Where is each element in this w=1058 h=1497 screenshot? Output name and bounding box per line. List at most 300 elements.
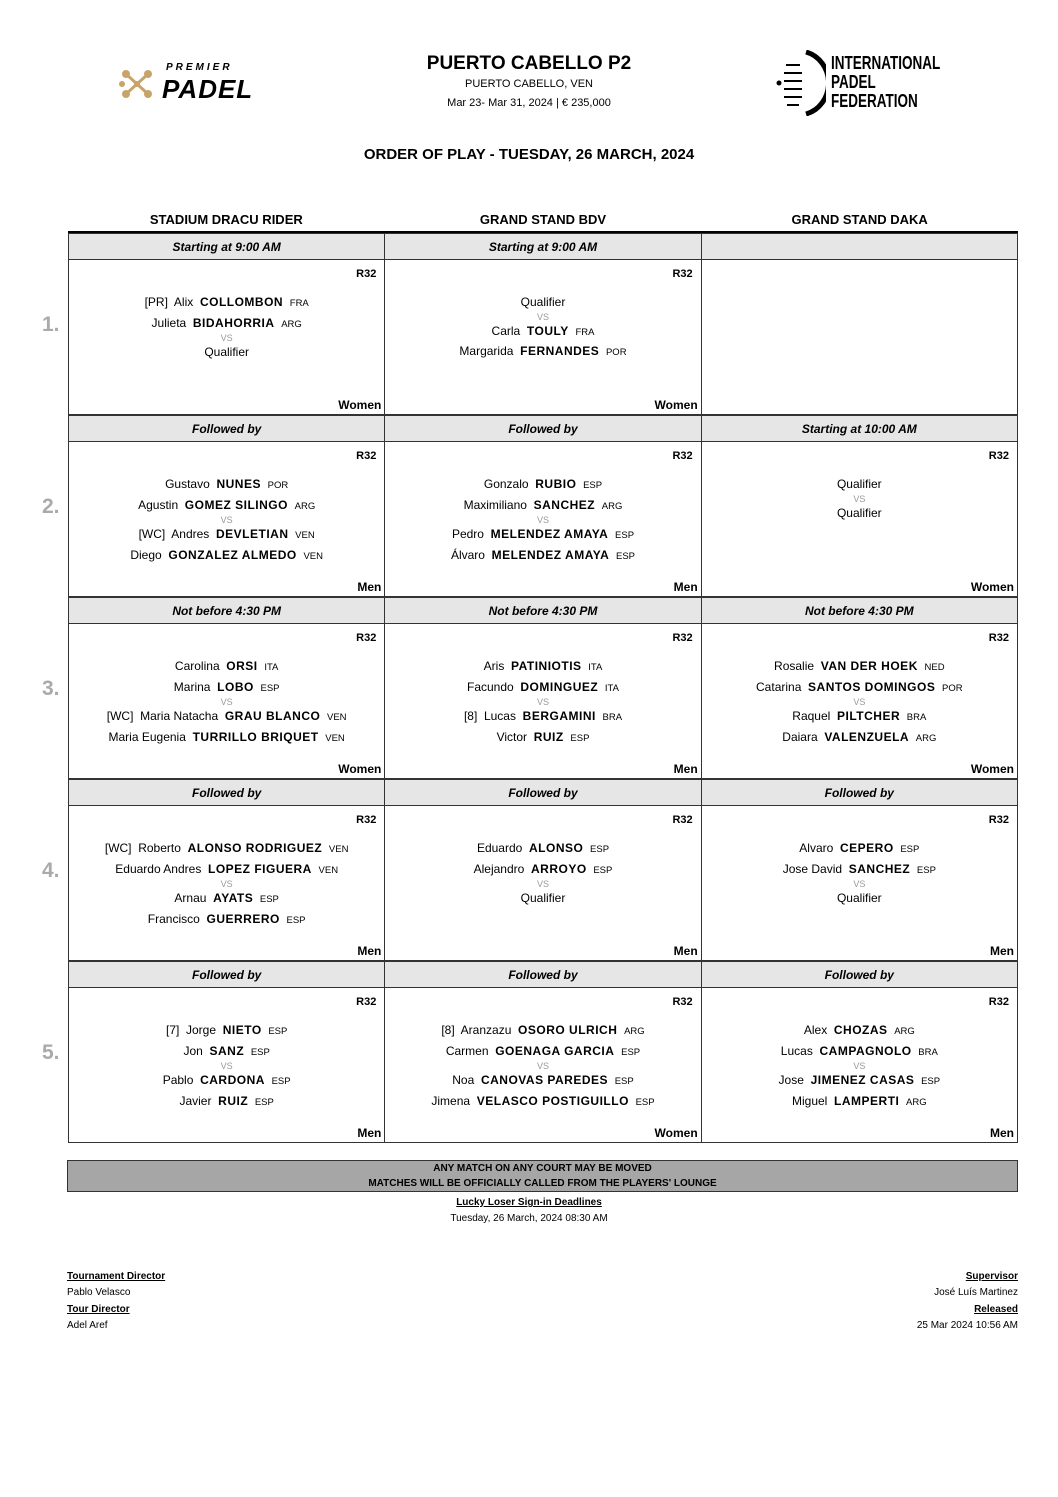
player-first-name: Qualifier: [836, 477, 882, 491]
player-first-name: Alex: [803, 1023, 828, 1037]
player-country: ESP: [621, 1046, 641, 1058]
player-first-name: Agustin: [138, 497, 179, 512]
player-line: [385, 657, 700, 678]
player-last-name: VALENZUELA: [824, 729, 910, 744]
slot-number: 1.: [42, 313, 60, 336]
player-country: FRA: [289, 298, 309, 309]
player-first-name: Rosalie: [774, 659, 815, 673]
player-first-name: Alejandro: [473, 861, 525, 876]
player-country: ARG: [906, 1096, 927, 1108]
player-line: [702, 678, 1017, 699]
player-line: [702, 475, 1017, 495]
player-last-name: ORSI: [226, 659, 258, 673]
match-category: Men: [673, 944, 698, 958]
match-round: R32: [988, 450, 1009, 462]
match-category: Men: [357, 944, 382, 958]
match-round: R32: [356, 268, 377, 280]
match-players: [69, 293, 384, 363]
player-first-name: Qualifier: [520, 295, 566, 309]
player-last-name: LOPEZ FIGUERA: [208, 861, 312, 876]
player-line: [69, 678, 384, 699]
player-country: FRA: [575, 326, 595, 338]
match-players: [385, 839, 700, 909]
court-name: GRAND STAND BDV: [479, 212, 607, 227]
player-line: [385, 889, 700, 909]
player-seed: [PR]: [144, 295, 168, 309]
match-category: Men: [357, 1126, 382, 1140]
player-last-name: OSORO ULRICH: [518, 1023, 618, 1037]
match-row: [68, 806, 1018, 961]
match-cell: [384, 442, 700, 597]
player-first-name: Eduardo: [476, 841, 523, 855]
match-players: [69, 839, 384, 930]
player-country: BRA: [602, 712, 623, 723]
player-country: ESP: [615, 530, 635, 541]
player-first-name: Victor: [496, 729, 528, 744]
versus-label: VS: [536, 311, 549, 322]
player-line: [702, 657, 1017, 678]
player-first-name: Pablo: [162, 1073, 194, 1087]
player-country: ESP: [921, 1076, 941, 1087]
start-time-label: Starting at 9:00 AM: [384, 233, 700, 260]
player-country: POR: [267, 480, 289, 491]
player-last-name: SANZ: [209, 1043, 245, 1058]
start-time-label: [701, 233, 1018, 260]
slot-header-row: [68, 233, 1018, 260]
player-country: POR: [942, 682, 963, 694]
versus-label: VS: [536, 1061, 549, 1071]
start-time-label: Followed by: [68, 779, 384, 806]
player-line: [69, 314, 384, 335]
player-last-name: RUIZ: [218, 1093, 249, 1108]
player-seed: [7]: [165, 1023, 180, 1037]
time-slot: [42, 779, 1018, 961]
lucky-loser-deadline: Tuesday, 26 March, 2024 08:30 AM: [450, 1213, 608, 1224]
player-line: [702, 504, 1017, 524]
player-country: ARG: [294, 500, 316, 512]
player-first-name: Andres: [171, 527, 210, 541]
match-round: R32: [672, 632, 693, 644]
player-last-name: SANCHEZ: [533, 497, 596, 512]
match-category: Men: [673, 762, 698, 776]
versus-label: VS: [853, 697, 866, 707]
player-line: [385, 728, 700, 749]
player-last-name: PILTCHER: [837, 709, 901, 723]
match-round: R32: [988, 996, 1009, 1008]
player-line: [702, 839, 1017, 860]
player-line: [702, 860, 1017, 881]
player-first-name: Julieta: [151, 315, 187, 330]
match-round: R32: [356, 814, 377, 826]
tournament-title: PUERTO CABELLO P2: [426, 53, 632, 74]
player-last-name: PATINIOTIS: [511, 659, 582, 673]
slot-number: 2.: [42, 495, 60, 518]
start-time-label: Not before 4:30 PM: [384, 597, 700, 624]
player-country: ESP: [616, 550, 636, 562]
player-first-name: Lucas: [483, 709, 516, 723]
player-country: ITA: [604, 682, 619, 694]
player-first-name: Qualifier: [520, 891, 566, 905]
player-country: ESP: [916, 864, 936, 876]
tournament-director-label: Tournament Director: [67, 1271, 166, 1282]
player-last-name: GUERRERO: [206, 911, 280, 926]
match-cell: [384, 988, 700, 1143]
match-cell: [68, 442, 384, 597]
start-time-label: Followed by: [68, 961, 384, 988]
match-round: R32: [672, 814, 693, 826]
player-line: [385, 496, 700, 517]
player-last-name: ALONSO RODRIGUEZ: [187, 841, 323, 855]
player-line: [385, 860, 700, 881]
ipf-logo-line: INTERNATIONAL: [831, 53, 941, 73]
player-last-name: BERGAMINI: [522, 709, 596, 723]
player-first-name: Raquel: [792, 709, 831, 723]
player-line: [702, 889, 1017, 909]
player-first-name: Jose: [778, 1073, 804, 1087]
player-line: [385, 1021, 700, 1042]
player-first-name: Daiara: [782, 729, 818, 744]
player-first-name: Maria Natacha: [140, 709, 219, 723]
player-line: [385, 322, 700, 343]
slot-header-row: [68, 597, 1018, 624]
match-round: R32: [356, 996, 377, 1008]
player-first-name: Miguel: [792, 1093, 828, 1108]
start-time-label: Followed by: [384, 415, 700, 442]
player-country: VEN: [318, 864, 339, 876]
start-time-label: Starting at 10:00 AM: [701, 415, 1018, 442]
player-last-name: SANTOS DOMINGOS: [808, 679, 936, 694]
player-last-name: VELASCO POSTIGUILLO: [476, 1093, 629, 1108]
player-seed: [8]: [441, 1023, 455, 1037]
player-first-name: Gonzalo: [483, 477, 529, 491]
player-last-name: COLLOMBON: [199, 295, 284, 309]
player-line: [69, 546, 384, 567]
versus-label: VS: [853, 879, 866, 889]
match-cell: [701, 624, 1018, 779]
ipf-logo-line: FEDERATION: [831, 91, 918, 111]
match-cell: [384, 260, 700, 415]
match-category: Women: [338, 398, 382, 412]
player-first-name: Maximiliano: [463, 497, 527, 512]
player-line: [69, 657, 384, 678]
player-last-name: GONZALEZ ALMEDO: [168, 547, 297, 562]
match-cell: [701, 988, 1018, 1143]
player-line: [702, 1092, 1017, 1113]
player-country: ESP: [570, 732, 590, 744]
player-last-name: DEVLETIAN: [215, 527, 289, 541]
player-first-name: Diego: [130, 547, 162, 562]
player-first-name: Aranzazu: [460, 1023, 512, 1037]
player-line: [69, 860, 384, 881]
player-first-name: Pedro: [451, 527, 484, 541]
player-line: [702, 1042, 1017, 1063]
player-line: [385, 707, 700, 728]
match-round: R32: [356, 450, 377, 462]
player-country: ESP: [900, 844, 920, 855]
player-line: [702, 707, 1017, 728]
match-row: [68, 988, 1018, 1143]
player-country: VEN: [327, 712, 347, 723]
player-first-name: Noa: [452, 1073, 475, 1087]
match-cell: [68, 806, 384, 961]
player-last-name: SANCHEZ: [848, 861, 911, 876]
player-country: ARG: [601, 500, 623, 512]
player-country: ESP: [590, 844, 610, 855]
match-category: Women: [654, 1126, 698, 1140]
player-first-name: Carolina: [174, 659, 220, 673]
player-country: BRA: [906, 712, 927, 723]
time-slot: [42, 597, 1018, 779]
player-line: [69, 1071, 384, 1092]
player-first-name: Alvaro: [799, 841, 834, 855]
player-line: [69, 343, 384, 363]
player-last-name: NIETO: [222, 1023, 262, 1037]
match-players: [385, 293, 700, 363]
start-time-label: Followed by: [701, 779, 1018, 806]
player-seed: [WC]: [138, 527, 166, 541]
versus-label: VS: [220, 515, 233, 525]
player-first-name: Jorge: [186, 1023, 217, 1037]
player-line: [385, 293, 700, 313]
tournament-dates-prize: Mar 23- Mar 31, 2024 | € 235,000: [447, 97, 611, 109]
slot-header-row: [68, 961, 1018, 988]
player-first-name: Gustavo: [165, 477, 210, 491]
slot-header-row: [68, 415, 1018, 442]
player-last-name: GRAU BLANCO: [224, 709, 321, 723]
player-line: [69, 889, 384, 910]
player-country: NED: [924, 662, 945, 673]
start-time-label: Starting at 9:00 AM: [68, 233, 384, 260]
versus-label: VS: [853, 1061, 866, 1071]
player-country: ESP: [260, 682, 280, 694]
player-line: [69, 496, 384, 517]
match-category: Men: [357, 580, 382, 594]
tournament-director-name: Pablo Velasco: [67, 1287, 131, 1298]
ipf-logo: [776, 50, 946, 116]
player-country: POR: [605, 347, 627, 358]
player-first-name: Roberto: [138, 841, 181, 855]
player-first-name: Qualifier: [836, 505, 882, 520]
slot-number: 5.: [42, 1041, 60, 1064]
slot-header-row: [68, 779, 1018, 806]
match-players: [702, 475, 1017, 523]
player-country: ESP: [614, 1076, 634, 1087]
player-last-name: FERNANDES: [520, 344, 600, 358]
player-last-name: MELENDEZ AMAYA: [490, 527, 609, 541]
player-first-name: Facundo: [467, 679, 514, 694]
start-time-label: Not before 4:30 PM: [701, 597, 1018, 624]
player-line: [69, 1042, 384, 1063]
match-players: [385, 475, 700, 566]
player-country: ESP: [635, 1096, 655, 1108]
player-first-name: Jon: [183, 1043, 203, 1058]
player-last-name: MELENDEZ AMAYA: [491, 547, 610, 562]
match-players: [69, 1021, 384, 1112]
player-last-name: VAN DER HOEK: [820, 659, 918, 673]
supervisor-name: José Luís Martinez: [934, 1287, 1018, 1298]
match-cell: [68, 260, 384, 415]
match-round: R32: [672, 450, 693, 462]
player-country: ARG: [915, 732, 937, 744]
player-first-name: Marina: [173, 679, 211, 694]
player-last-name: CHOZAS: [833, 1023, 888, 1037]
player-last-name: CAMPAGNOLO: [819, 1043, 912, 1058]
player-line: [385, 839, 700, 860]
player-line: [702, 1071, 1017, 1092]
player-country: ESP: [583, 480, 603, 491]
time-slot: [42, 415, 1018, 597]
match-row: [68, 624, 1018, 779]
released-label: Released: [974, 1304, 1018, 1315]
player-line: [69, 728, 384, 749]
player-line: [69, 475, 384, 496]
match-category: Women: [338, 762, 382, 776]
match-players: [385, 657, 700, 748]
start-time-label: Followed by: [384, 961, 700, 988]
player-line: [385, 546, 700, 567]
versus-label: VS: [220, 697, 233, 707]
player-country: VEN: [295, 530, 315, 541]
versus-label: VS: [853, 493, 866, 504]
player-line: [69, 293, 384, 314]
match-round: R32: [672, 268, 693, 280]
player-country: ITA: [264, 662, 279, 673]
player-first-name: Jimena: [431, 1093, 471, 1108]
player-last-name: GOENAGA GARCIA: [495, 1043, 615, 1058]
player-line: [385, 678, 700, 699]
player-last-name: TOULY: [526, 323, 569, 338]
supervisor-label: Supervisor: [965, 1271, 1018, 1282]
court-name: STADIUM DRACU RIDER: [149, 212, 303, 227]
player-line: [385, 342, 700, 363]
player-first-name: Jose David: [782, 861, 843, 876]
match-players: [702, 839, 1017, 909]
player-last-name: CARDONA: [200, 1073, 265, 1087]
player-line: [69, 1021, 384, 1042]
match-row: [68, 260, 1018, 415]
player-first-name: Maria Eugenia: [108, 729, 186, 744]
logo-small-text: PREMIER: [166, 62, 233, 73]
player-first-name: Álvaro: [450, 547, 485, 562]
player-country: VEN: [328, 844, 349, 855]
player-last-name: AYATS: [213, 891, 254, 905]
match-cell: [68, 988, 384, 1143]
start-time-label: Not before 4:30 PM: [68, 597, 384, 624]
player-first-name: Alix: [173, 295, 194, 309]
time-slot: [42, 233, 1018, 415]
player-line: [385, 1071, 700, 1092]
match-category: Women: [970, 580, 1014, 594]
order-of-play-title: ORDER OF PLAY - TUESDAY, 26 MARCH, 2024: [363, 146, 695, 163]
match-players: [702, 657, 1017, 748]
player-first-name: Eduardo Andres: [115, 861, 202, 876]
match-round: R32: [356, 632, 377, 644]
player-country: VEN: [303, 550, 323, 562]
versus-label: VS: [220, 1061, 233, 1071]
player-last-name: RUBIO: [535, 477, 577, 491]
player-country: ESP: [286, 914, 306, 926]
player-first-name: Margarida: [459, 344, 514, 358]
player-first-name: Javier: [179, 1093, 212, 1108]
player-country: ARG: [281, 318, 302, 330]
ipf-ball-icon: [776, 50, 826, 116]
player-country: ARG: [624, 1026, 645, 1037]
match-cell: [384, 624, 700, 779]
versus-label: VS: [536, 879, 549, 889]
versus-label: VS: [220, 879, 233, 889]
player-first-name: Carla: [491, 323, 521, 338]
player-line: [702, 728, 1017, 749]
slot-number: 4.: [42, 859, 60, 882]
player-line: [385, 525, 700, 546]
versus-label: VS: [536, 697, 549, 707]
start-time-label: Followed by: [701, 961, 1018, 988]
player-last-name: CEPERO: [839, 841, 894, 855]
player-last-name: JIMENEZ CASAS: [810, 1073, 915, 1087]
player-line: [702, 1021, 1017, 1042]
versus-label: VS: [220, 333, 233, 343]
match-row: [68, 442, 1018, 597]
player-last-name: ARROYO: [531, 861, 587, 876]
match-cell: [68, 624, 384, 779]
player-first-name: Lucas: [780, 1043, 813, 1058]
match-cell: [701, 806, 1018, 961]
time-slot: [42, 961, 1018, 1143]
player-country: ESP: [271, 1076, 291, 1087]
player-last-name: TURRILLO BRIQUET: [192, 729, 319, 744]
versus-label: VS: [536, 515, 549, 525]
empty-match-cell: [701, 260, 1018, 415]
player-line: [69, 910, 384, 931]
player-first-name: Catarina: [756, 679, 802, 694]
match-round: R32: [672, 996, 693, 1008]
match-category: Men: [989, 944, 1014, 958]
player-country: ARG: [894, 1026, 915, 1037]
player-last-name: ALONSO: [529, 841, 584, 855]
player-seed: [WC]: [106, 709, 134, 723]
player-country: ESP: [250, 1046, 270, 1058]
player-first-name: Qualifier: [204, 345, 249, 359]
lucky-loser-label: Lucky Loser Sign-in Deadlines: [456, 1197, 602, 1208]
player-first-name: Carmen: [445, 1043, 489, 1058]
player-line: [385, 1092, 700, 1113]
player-first-name: Arnau: [174, 891, 207, 905]
player-country: ITA: [588, 662, 603, 673]
player-line: [69, 707, 384, 728]
player-last-name: GOMEZ SILINGO: [184, 497, 288, 512]
player-last-name: NUNES: [216, 477, 261, 491]
match-players: [385, 1021, 700, 1112]
match-cell: [701, 442, 1018, 597]
player-first-name: Aris: [483, 659, 505, 673]
player-line: [69, 1092, 384, 1113]
notice-line: MATCHES WILL BE OFFICIALLY CALLED FROM THE PLAYERS' LOUNGE: [368, 1178, 717, 1189]
tournament-location: PUERTO CABELLO, VEN: [465, 78, 593, 90]
player-last-name: CANOVAS PAREDES: [480, 1073, 609, 1087]
player-last-name: BIDAHORRIA: [192, 315, 275, 330]
player-last-name: LAMPERTI: [834, 1093, 900, 1108]
player-country: ESP: [593, 864, 613, 876]
slot-number: 3.: [42, 677, 60, 700]
ipf-logo-line: PADEL: [831, 72, 876, 92]
player-country: BRA: [918, 1046, 938, 1058]
player-last-name: RUIZ: [533, 729, 564, 744]
player-line: [69, 525, 384, 546]
court-headers: [68, 212, 1018, 235]
player-first-name: Qualifier: [836, 891, 882, 905]
player-country: ESP: [268, 1026, 288, 1037]
match-category: Women: [970, 762, 1014, 776]
